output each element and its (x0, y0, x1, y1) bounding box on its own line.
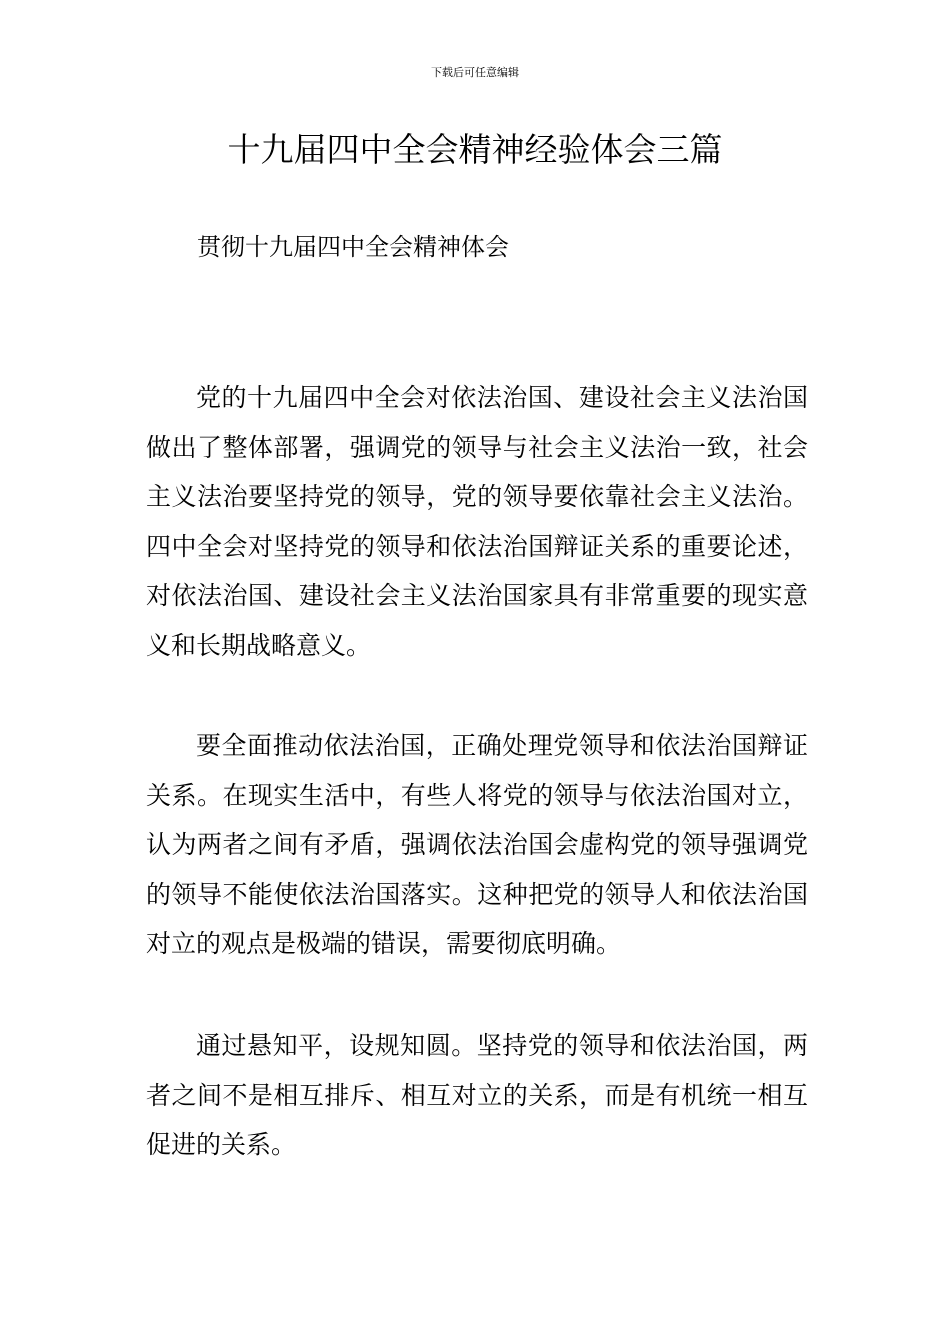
document-title: 十九届四中全会精神经验体会三篇 (227, 130, 723, 169)
paragraph-1: 党的十九届四中全会对依法治国、建设社会主义法治国做出了整体部署，强调党的领导与社会主义法治一致，社会主义法治要坚持党的领导，党的领导要依靠社会主义法治。四中全会对坚持党的领导和依法治国辩证关系的重要论述，对依法治国、建设社会主义法治国家具有非常重要的现实意义和长期战略意义。 (146, 383, 808, 660)
header-note: 下载后可任意编辑 (431, 66, 519, 79)
paragraph-2: 要全面推动依法治国，正确处理党领导和依法治国辩证关系。在现实生活中，有些人将党的领导与依法治国对立，认为两者之间有矛盾，强调依法治国会虚构党的领导强调党的领导不能使依法治国落实。这种把党的领导人和依法治国对立的观点是极端的错误，需要彻底明确。 (146, 731, 808, 958)
document-subtitle: 贯彻十九届四中全会精神体会 (197, 233, 509, 261)
paragraph-3: 通过悬知平，设规知圆。坚持党的领导和依法治国，两者之间不是相互排斥、相互对立的关系，而是有机统一相互促进的关系。 (146, 1031, 808, 1159)
